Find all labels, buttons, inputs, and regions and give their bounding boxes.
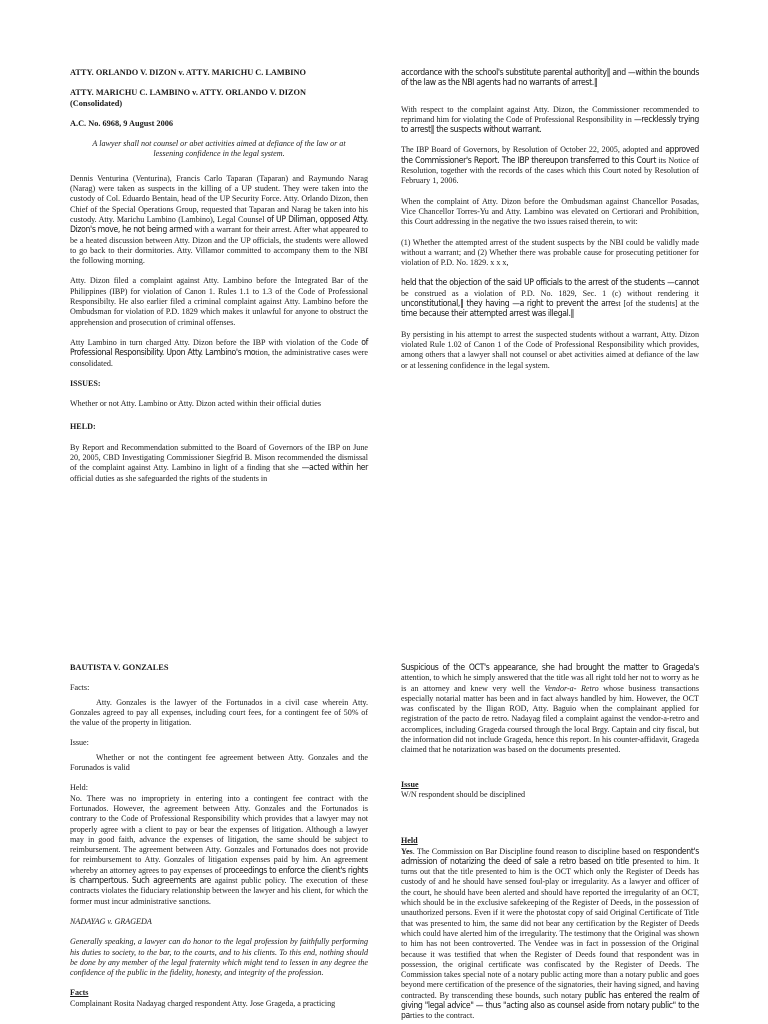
- case-title-bautista-v-gonzales: BAUTISTA V. GONZALES: [70, 663, 169, 672]
- commissioner-recommendation: With respect to the complaint against Atty. Dizon, the Commissioner recommended to reprimand him for violating the Code of Professional Responsibility in —recklessly trying to arrest‖ the suspects without warrant.: [401, 104, 699, 136]
- facts-paragraph-3: Atty Lambino in turn charged Atty. Dizon before the IBP with violation of the Code of Professional Responsibility. Upon Atty. Lambino's motion, the administrative cases were consolidated.: [70, 337, 368, 368]
- continuation-paragraph: accordance with the school's substitute parental authority‖ and —within the bounds of the law as the NBI agents had no warrants of arrest.‖: [401, 68, 699, 89]
- nadayag-issue-text: W/N respondent should be disciplined: [401, 789, 526, 799]
- nadayag-facts-continuation: Suspicious of the OCT's appearance, she had brought the matter to Grageda's attention, to which he simply answered that the title was all right told her not to worry as he is an attorney and knew very well the Vendor-a- Retro whose business transactions especially notarial matter has been and in fact always handled by him. However, the OCT was confiscated by the Iligan ROD, Atty. Baguio when the complainant applied for registration of the pacto de retro. Nadayag filed a complaint against the vendor-a-retro and accomplices, including Grageda coursed through the local Brgy. Captain and city fiscal, but the information did not include Grageda, hence this report. In his counter-affidavit, Grageda claimed that he notarization was based on the documents presented.: [401, 663, 699, 755]
- facts-paragraph-1: Dennis Venturina (Venturina), Francis Carlo Taparan (Taparan) and Raymundo Narag (Narag) were taken as suspects in the killing of a UP student. They were taken into the custody of Col. Eduardo Bentain, head of the UP Security Force. Atty. Orlando Dizon, then Chief of the Special Operations Group, requested that Taparan and Narag be taken into his custody. Atty. Marichu Lambino (Lambino), Legal Counsel of UP Diliman, opposed Atty. Dizon's move, he not being armed with a warrant for their arrest. After what appeared to be a heated discussion between Atty. Dizon and the UP officials, the students were allowed to go back to their dormitories. Atty. Villamor committed to accompany them to the NBI the following morning.: [70, 173, 368, 266]
- issues-enumeration: (1) Whether the attempted arrest of the student suspects by the NBI could be validly made without a warrant; and (2) Whether there was probable cause for prosecuting petitioner for violation of P.D. No. 1829. x x x,: [401, 237, 699, 268]
- ombudsman-paragraph: When the complaint of Atty. Dizon before the Ombudsman against Chancellor Posadas, Vice Chancellor Torres-Yu and Atty. Lambino was elevated on Certiorari and Prohibition, this Court addressing in the negative the two issues raised therein, to wit:: [401, 196, 699, 227]
- case-number: A.C. No. 6968, 9 August 2006: [70, 118, 174, 128]
- court-held-paragraph: held that the objection of the said UP officials to the arrest of the students —cannot be construed as a violation of P.D. No. 1829, Sec. 1 (c) without rendering it unconstitutional,‖ they having —a right to prevent the arrest [of the students] at the time because their attempted arrest was illegal.‖: [401, 278, 699, 320]
- bottom-left-column: [70, 663, 368, 1019]
- held-heading: HELD:: [70, 422, 96, 432]
- issues-heading: ISSUES:: [70, 378, 101, 388]
- nadayag-doctrine: Generally speaking, a lawyer can do honor to the legal profession by faithfully performing his duties to society, to the bar, to the courts, and to his clients. To this end, nothing should be done by any member of the legal fraternity which might tend to lessen in any degree the confidence of the public in the fidelity, honesty, and integrity of the profession.: [70, 937, 368, 978]
- held-paragraph: By Report and Recommendation submitted to the Board of Governors of the IBP on June 20, 2005, CBD Investigating Commissioner Siegfrid B. Mison recommended the dismissal of the complaint against Atty. Lambino in light of a finding that she —acted within her official duties as she safeguarded the rights of the students in: [70, 442, 368, 483]
- doctrine-text: A lawyer shall not counsel or abet activities aimed at defiance of the law or at lessening confidence in the legal system.: [92, 139, 346, 159]
- nadayag-issue-label: Issue: [401, 779, 419, 789]
- issue-text: Whether or not the contingent fee agreement between Atty. Gonzales and the Forunados is valid: [70, 752, 368, 773]
- case-consolidated-label: (Consolidated): [70, 98, 123, 108]
- facts-paragraph-2: Atty. Dizon filed a complaint against Atty. Lambino before the Integrated Bar of the Philippines (IBP) for violation of Canon 1. Rules 1.1 to 1.3 of the Code of Professional Responsibilty. He also earlier filed a criminal complaint against Atty. Lambino before the Ombudsman for violation of P.D. 1829 which makes it unlawful for anyone to obstruct the apprehension and prosecution of criminal offenses.: [70, 276, 368, 327]
- top-left-column: [70, 68, 368, 494]
- bottom-right-column: [401, 663, 699, 1024]
- facts-label: Facts:: [70, 683, 90, 693]
- nadayag-held-text: Yes. The Commission on Bar Discipline found reason to discipline based on respondent's admission of notarizing the deed of sale a retro based on title presented to him. It turns out that the title presented to him is the OCT which only the Register of Deeds has custody of and he should have sensed foul-play or irregularity. As a lawyer and officer of the court, he should have been alerted and should have reported the irregularity of an OCT, which should be in the exclusive safekeeping of the Register of Deeds, in the possession of unauthorized persons. Even if it were the photostat copy of said Original Certificate of Title that was presented to him, the same did not bear any certification by the Register of Deeds which could have alerted him of the irregularity. The testimony that the Original was shown to him has not been controverted. The Vendee was in fact in possession of the Original because it was testified that when the Register of Deeds found that respondent was in possession, the original certificate was confiscated by the Register of Deeds. The Commission takes special note of a notary public acting more than a notary public and goes beyond mere certification of the presence of the signatories, their having signed, and having contracted. By transcending these bounds, such notary public has entered the realm of giving "legal advice" — thus "acting also as counsel aside from notary public" to the parties to the contract.: [401, 846, 699, 1022]
- held-label: Held:: [70, 783, 88, 793]
- conclusion-paragraph: By persisting in his attempt to arrest the suspected students without a warrant, Atty. Dizon violated Rule 1.02 of Canon 1 of the Code of Professional Responsibility which provides, among others that a lawyer shall not counsel or abet activities aimed at defiance of the law or at lessening confidence in the legal system.: [401, 329, 699, 370]
- facts2-label: Facts: [70, 988, 89, 998]
- facts-text: Atty. Gonzales is the lawyer of the Fortunados in a civil case wherein Atty. Gonzales agreed to pay all expenses, including court fees, for a contingent fee of 50% of the value of the property in litigation.: [70, 697, 368, 728]
- case-title-dizon-v-lambino: ATTY. ORLANDO V. DIZON v. ATTY. MARICHU C. LAMBINO: [70, 68, 306, 77]
- ibp-resolution: The IBP Board of Governors, by Resolution of October 22, 2005, adopted and approved the Commissioner's Report. The IBP thereupon transferred to this Court its Notice of Resolution, together with the records of the cases which this Court noted by Resolution of February 1, 2006.: [401, 145, 699, 186]
- held-text: No. There was no impropriety in entering into a contingent fee contract with the Fortunados. However, the agreement between Atty. Gonzales and the Fortunados is contrary to the Code of Professional Responsibility which provides that a lawyer may not properly agree with a client to pay or bear the expenses of litigation. Although a lawyer may in good faith, advance the expenses of litigation, the same should be subject to reimbursement. The agreement between Atty. Gonzales and Fortunados does not provide for reimbursement to Atty. Gonzales of litigation expenses paid by him. An agreement whereby an attorney agrees to pay expenses of proceedings to enforce the client's rights is champertous. Such agreements are against public policy. The execution of these contracts violates the fiduciary relationship between the lawyer and his client, for which the former must incur administrative sanctions.: [70, 793, 368, 906]
- nadayag-held-label: Held: [401, 836, 418, 846]
- issues-text: Whether or not Atty. Lambino or Atty. Dizon acted within their official duties: [70, 399, 321, 409]
- issue-label: Issue:: [70, 738, 89, 748]
- facts2-text: Complainant Rosita Nadayag charged respondent Atty. Jose Grageda, a practicing: [70, 998, 336, 1008]
- case-title-nadayag-v-grageda: NADAYAG v. GRAGEDA: [70, 916, 152, 926]
- case-title-lambino-v-dizon: ATTY. MARICHU C. LAMBINO v. ATTY. ORLANDO V. DIZON: [70, 88, 306, 98]
- top-right-column: [401, 68, 699, 381]
